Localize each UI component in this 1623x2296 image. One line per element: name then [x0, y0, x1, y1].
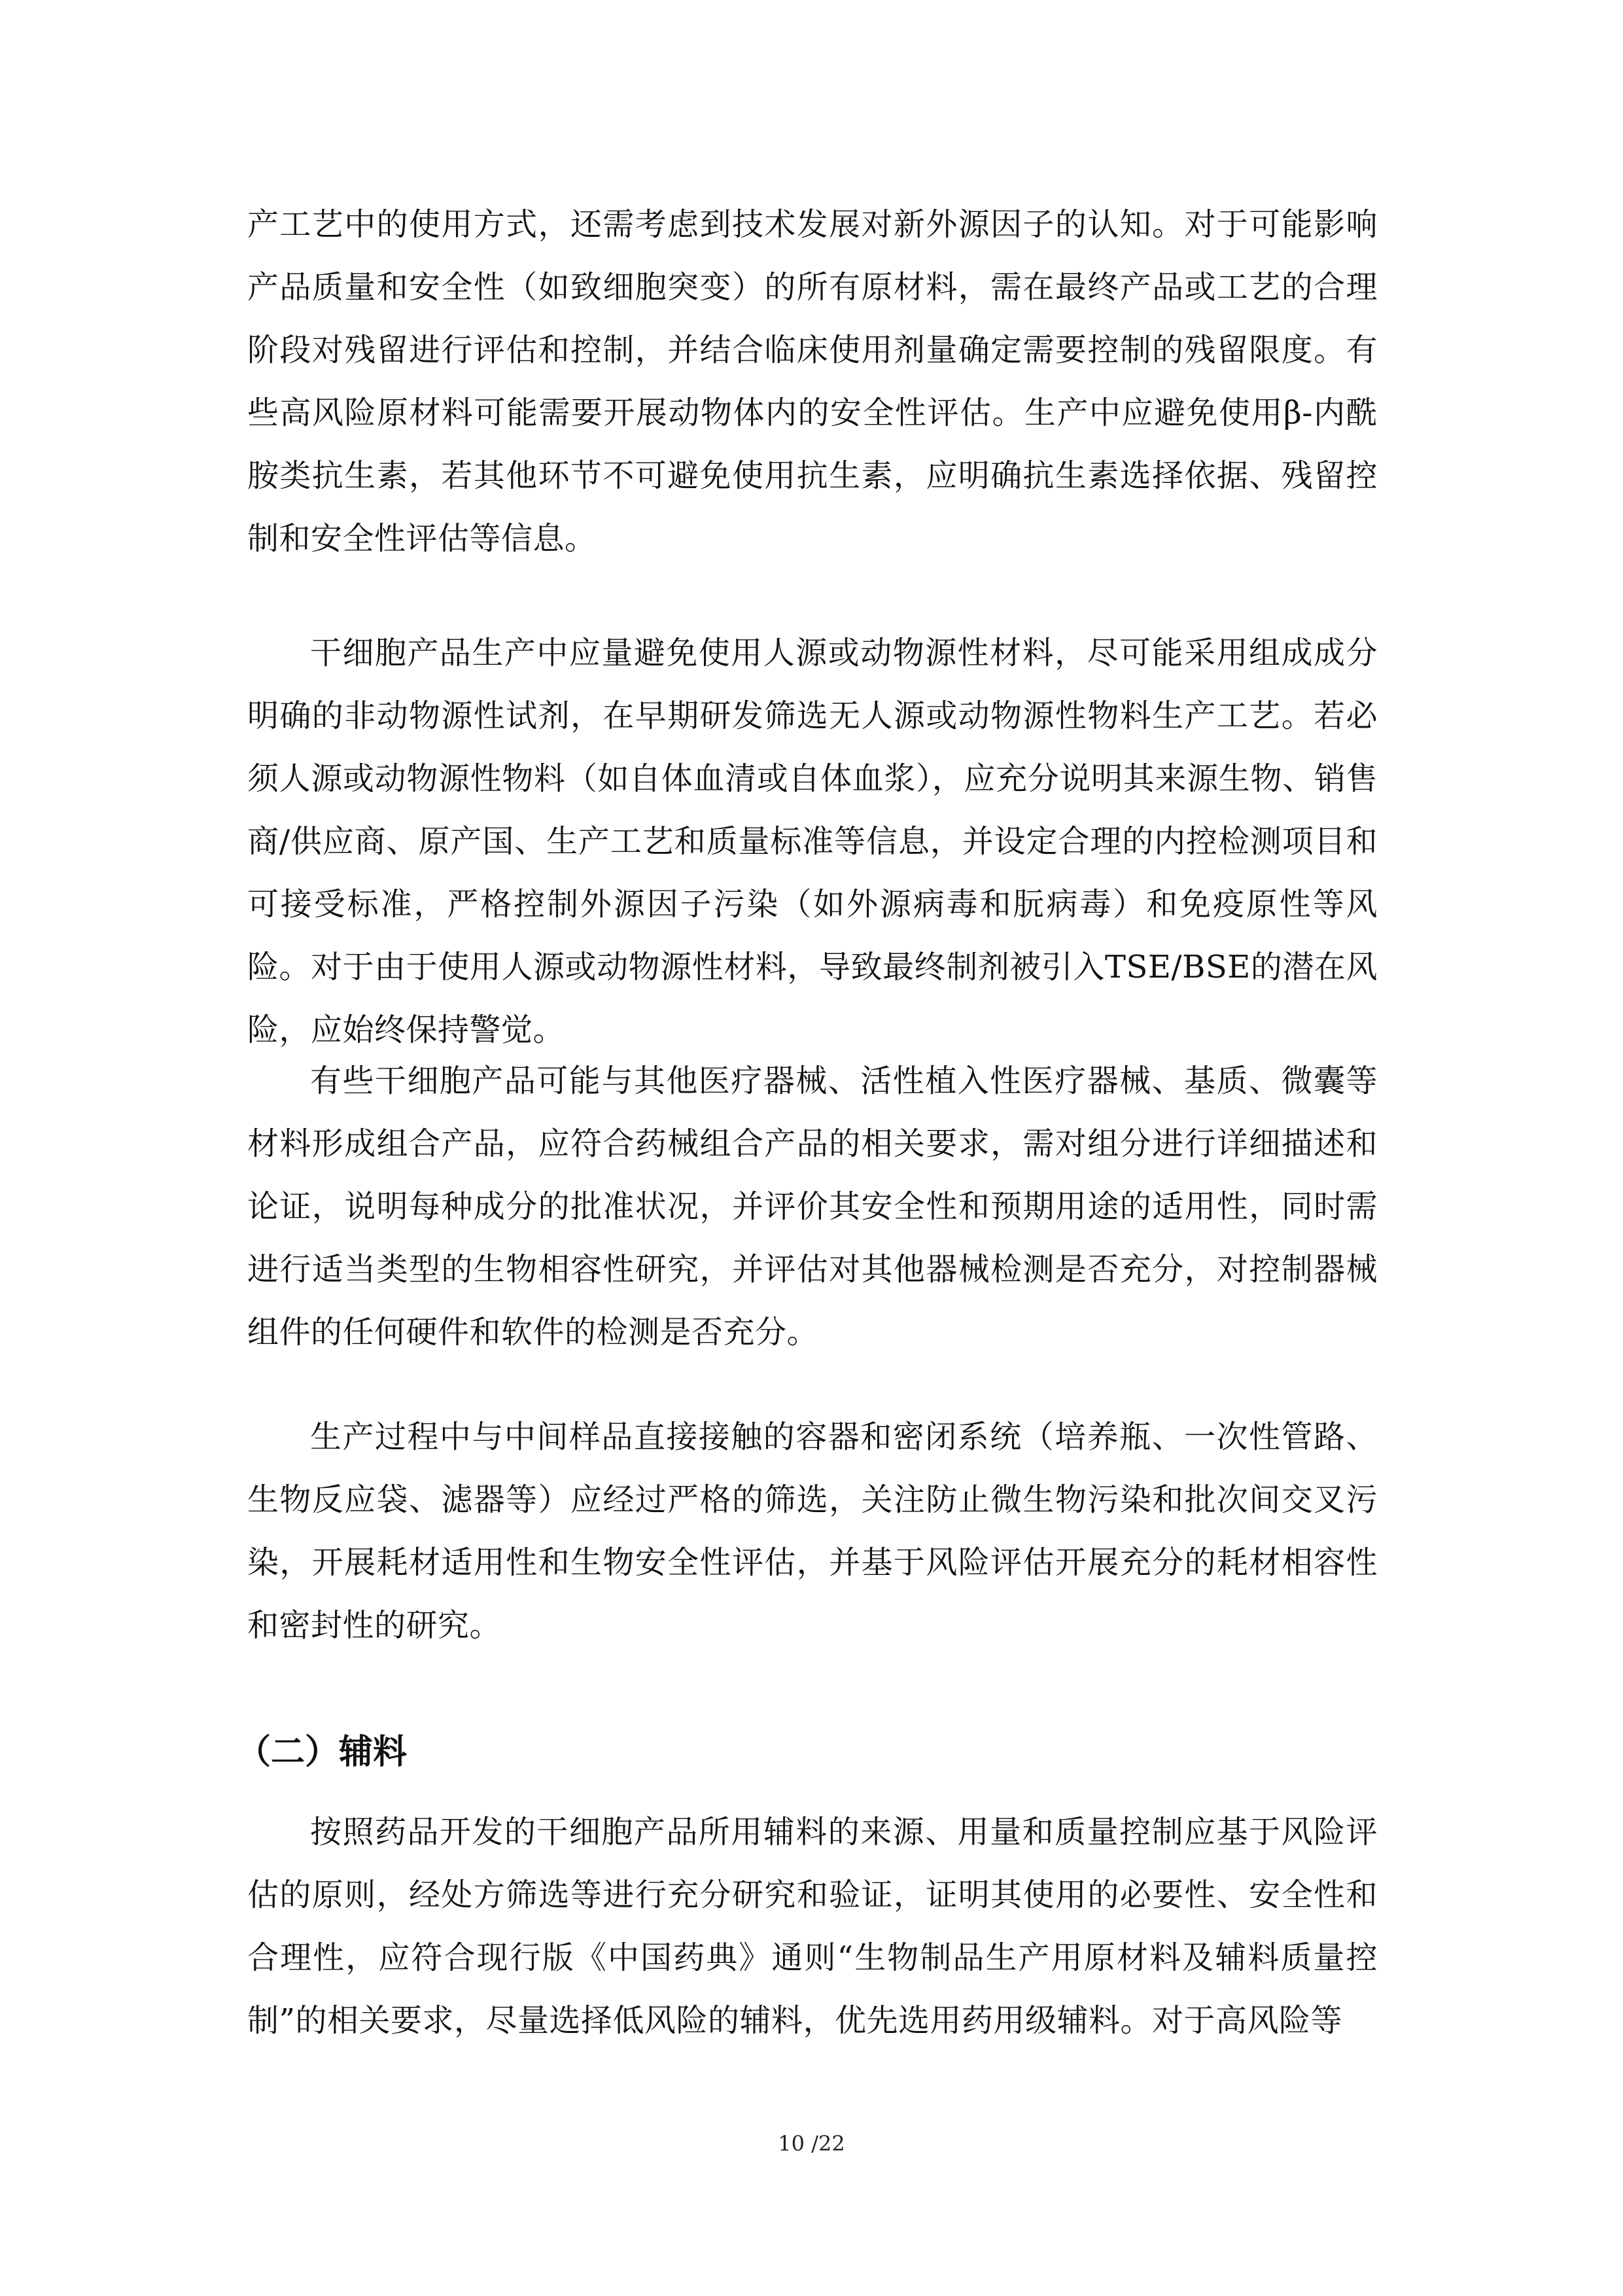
paragraph-human-animal-materials: 干细胞产品生产中应量避免使用人源或动物源性材料，尽可能采用组成成分明确的非动物源性试剂，在早期研发筛选无人源或动物源性物料生产工艺。若必须人源或动物源性物料（如自体血清或自体血浆），应充分说明其来源生物、销售商/供应商、原产国、生产工艺和质量标准等信息，并设定合理的内控检测项目和可接受标准，严格控制外源因子污染（如外源病毒和朊病毒）和免疫原性等风险。对于由于使用人源或动物源性材料，导致最终制剂被引入TSE/BSE的潜在风险，应始终保持警觉。 [247, 635, 1378, 1048]
paragraph-combination-products: 有些干细胞产品可能与其他医疗器械、活性植入性医疗器械、基质、微囊等材料形成组合产品，应符合药械组合产品的相关要求，需对组分进行详细描述和论证，说明每种成分的批准状况，并评价其安全性和预期用途的适用性，同时需进行适当类型的生物相容性研究，并评估对其他器械检测是否充分，对控制器械组件的任何硬件和软件的检测是否充分。 [247, 1063, 1378, 1351]
paragraph-containers-closure-systems: 生产过程中与中间样品直接接触的容器和密闭系统（培养瓶、一次性管路、生物反应袋、滤器等）应经过严格的筛选，关注防止微生物污染和批次间交叉污染，开展耗材适用性和生物安全性评估，并基于风险评估开展充分的耗材相容性和密封性的研究。 [247, 1419, 1378, 1644]
paragraph-excipients: 按照药品开发的干细胞产品所用辅料的来源、用量和质量控制应基于风险评估的原则，经处方筛选等进行充分研究和验证，证明其使用的必要性、安全性和合理性，应符合现行版《中国药典》通则“生物制品生产用原材料及辅料质量控制”的相关要求，尽量选择低风险的辅料，优先选用药用级辅料。对于高风险等 [247, 1814, 1378, 2039]
section-heading-excipients: （二）辅料 [237, 1733, 408, 1772]
paragraph-raw-materials-continued: 产工艺中的使用方式，还需考虑到技术发展对新外源因子的认知。对于可能影响产品质量和安全性（如致细胞突变）的所有原材料，需在最终产品或工艺的合理阶段对残留进行评估和控制，并结合临床使用剂量确定需要控制的残留限度。有些高风险原材料可能需要开展动物体内的安全性评估。生产中应避免使用β-内酰胺类抗生素，若其他环节不可避免使用抗生素，应明确抗生素选择依据、残留控制和安全性评估等信息。 [247, 206, 1378, 557]
page-number: 10 /22 [778, 2131, 845, 2156]
